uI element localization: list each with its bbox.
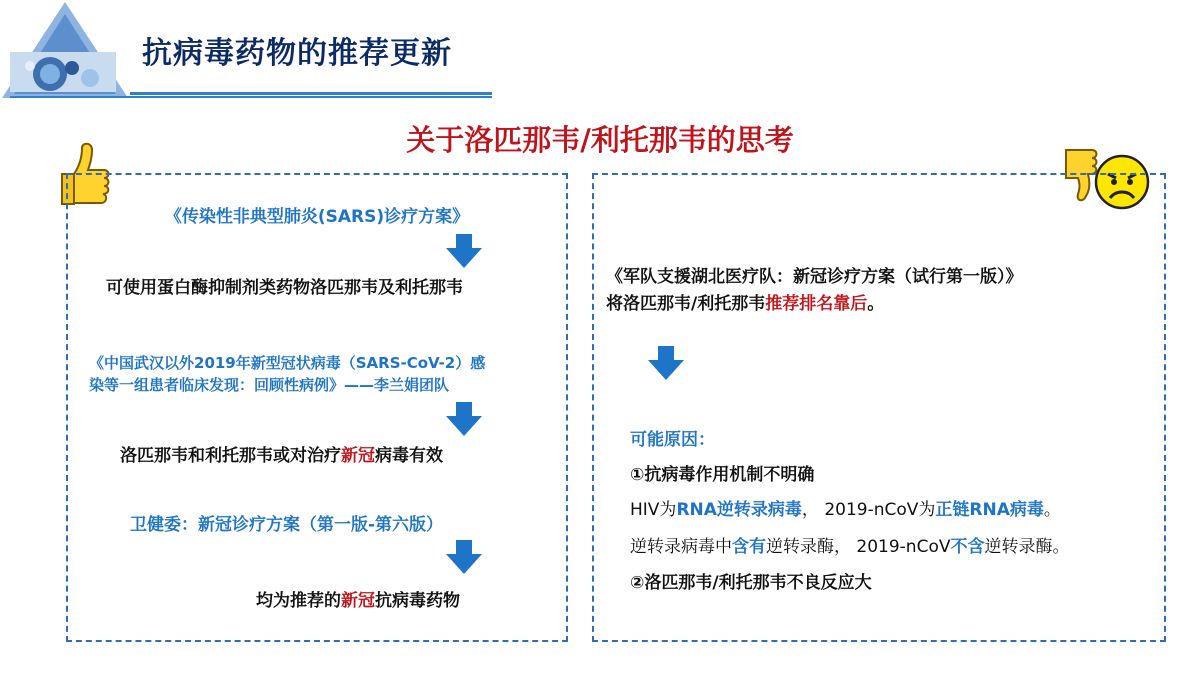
down-arrow-icon <box>446 540 482 574</box>
left-ref-sars-guideline: 《传染性非典型肺炎(SARS)诊疗方案》 <box>164 207 470 227</box>
rt-text-a: 逆转录病毒中 <box>630 537 732 557</box>
right-conclusion <box>606 289 884 314</box>
title-underline <box>130 92 492 95</box>
hiv-text-a: HIV为 <box>630 500 677 520</box>
left-point-2-text-b: 病毒有效 <box>375 446 443 466</box>
left-point-3 <box>256 586 460 611</box>
page-title: 抗病毒药物的推荐更新 <box>142 36 452 71</box>
hiv-text-c: 。 <box>1043 500 1061 520</box>
left-point-2 <box>120 441 443 466</box>
down-arrow-icon <box>648 346 684 380</box>
down-arrow-icon <box>446 402 482 436</box>
left-point-3-text-b: 抗病毒药物 <box>375 591 460 611</box>
virus-image <box>10 52 116 92</box>
right-conclusion-text-b: 。 <box>867 294 885 314</box>
right-rt-comparison <box>630 532 1069 557</box>
hiv-text-b: ， 2019-nCoV为 <box>801 500 936 520</box>
left-point-2-highlight: 新冠 <box>341 446 375 466</box>
left-panel <box>66 173 568 642</box>
rt-highlight-not-contains: 不含 <box>950 537 985 557</box>
right-conclusion-text-a: 将洛匹那韦/利托那韦 <box>606 294 766 314</box>
hiv-highlight-rna-retrovirus: RNA逆转录病毒 <box>676 500 802 520</box>
rt-text-b: 逆转录酶， 2019-nCoV <box>766 537 951 557</box>
left-point-2-text-a: 洛匹那韦和利托那韦或对治疗 <box>120 446 341 466</box>
right-reason-2: ②洛匹那韦/利托那韦不良反应大 <box>630 573 872 593</box>
left-ref-study-line2: 染等一组患者临床发现：回顾性病例》——李兰娟团队 <box>89 376 450 394</box>
right-reason-1: ①抗病毒作用机制不明确 <box>630 465 815 485</box>
left-ref-study-line1: 《中国武汉以外2019年新型冠状病毒（SARS-CoV-2）感 <box>89 354 486 372</box>
rt-highlight-contains: 含有 <box>732 537 766 557</box>
right-reasons-title: 可能原因： <box>630 430 715 450</box>
slide-subtitle: 关于洛匹那韦/利托那韦的思考 <box>406 123 794 157</box>
right-ref-military-guideline: 《军队支援湖北医疗队：新冠诊疗方案（试行第一版）》 <box>606 267 1023 287</box>
left-point-3-highlight: 新冠 <box>341 591 375 611</box>
left-ref-nhc-guideline: 卫健委：新冠诊疗方案（第一版-第六版） <box>130 515 444 535</box>
hiv-highlight-positive-rna: 正链RNA病毒 <box>935 500 1044 520</box>
right-hiv-comparison <box>630 495 1061 520</box>
right-conclusion-highlight: 推荐排名靠后 <box>765 294 868 314</box>
rt-text-c: 逆转录酶。 <box>984 537 1070 557</box>
down-arrow-icon <box>446 234 482 268</box>
left-point-3-text-a: 均为推荐的 <box>256 591 341 611</box>
left-point-1: 可使用蛋白酶抑制剂类药物洛匹那韦及利托那韦 <box>106 278 463 298</box>
title-underline-thin <box>10 96 492 98</box>
